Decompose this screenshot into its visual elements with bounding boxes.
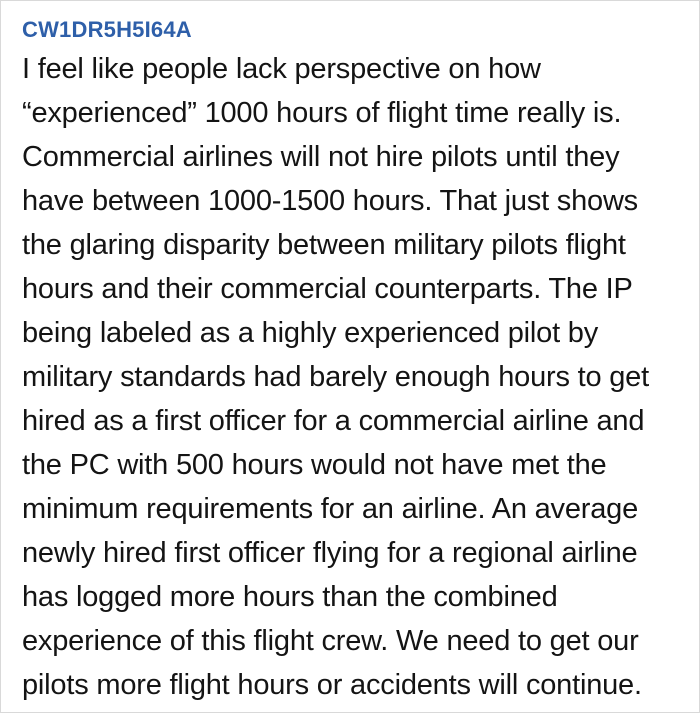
- comment-username-link[interactable]: CW1DR5H5I64A: [22, 17, 192, 42]
- comment-text-line: have between 1000-1500 hours. That just shows: [22, 185, 638, 217]
- comment-text-line: military standards had barely enough hours to get: [22, 361, 649, 393]
- comment-text-line: minimum requirements for an airline. An average: [22, 493, 638, 525]
- comment-text-line: newly hired first officer flying for a regional airline: [22, 537, 638, 569]
- comment-text-line: the PC with 500 hours would not have met the: [22, 449, 607, 481]
- comment-text-line: “experienced” 1000 hours of flight time really is.: [22, 97, 622, 129]
- comment-text-line: I feel like people lack perspective on how: [22, 53, 541, 85]
- comment-text-line: pilots more flight hours or accidents will continue.: [22, 669, 642, 701]
- comment-text-line: being labeled as a highly experienced pilot by: [22, 317, 599, 349]
- comment-text-line: hired as a first officer for a commercial airline and: [22, 405, 645, 437]
- comment-text-line: the glaring disparity between military pilots flight: [22, 229, 626, 261]
- comment-text-line: has logged more hours than the combined: [22, 581, 558, 613]
- comment-body: [22, 47, 689, 707]
- comment-text-line: experience of this flight crew. We need to get our: [22, 625, 639, 657]
- comment-text-line: hours and their commercial counterparts. The IP: [22, 273, 633, 305]
- comment-text-line: Commercial airlines will not hire pilots until they: [22, 141, 620, 173]
